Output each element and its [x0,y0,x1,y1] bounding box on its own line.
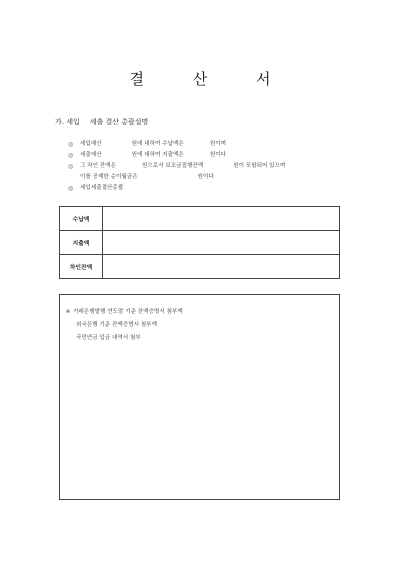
bullet-text-a: 세입세출결산총괄 [80,185,124,191]
row-label-expenditure: 지출액 [60,231,103,255]
note-text: 거래은행발행 연도말 기준 잔액증명서 첨부액 [73,309,183,315]
note-star-icon: ※ [65,309,71,315]
bullet-text-c: 원이 포함되어 있으며 [233,163,286,169]
table-row [60,231,340,255]
row-value-received[interactable] [103,207,340,231]
bullet-icon: ◎ [68,141,74,148]
bullet-continuation [68,172,358,183]
bullet-text-b: 원에 대하여 지출액은 [131,152,184,158]
row-value-expenditure[interactable] [103,231,340,255]
bullet-item [68,139,358,150]
bullet-text-c: 원이며 [209,141,227,147]
table-row [60,207,340,231]
note-line [63,332,339,345]
row-value-balance[interactable] [103,255,340,279]
bullet-text-a: 그 차인 잔액은 [80,163,116,169]
bullet-text-a: 이를 공제한 순이월금은 [80,174,138,180]
bullet-item [68,183,358,194]
section-subheading: 세출 결산 총괄설명 [89,118,149,126]
bullet-item [68,161,358,172]
bullet-item [68,150,358,161]
bullet-icon: ◎ [68,163,74,170]
summary-table [59,206,340,279]
bullet-icon: ◎ [68,185,74,192]
bullet-text-c: 원이다 [209,152,227,158]
bullet-text-b: 원에 대하여 수납액은 [131,141,184,147]
section-heading-label: 가. 세입 [55,118,80,126]
note-text: 외국은행 기준 잔액증명서 첨부액 [76,322,157,328]
row-label-balance: 차인잔액 [60,255,103,279]
bullet-text-a: 세출예산 [80,152,102,158]
note-line [63,319,339,332]
bullet-text-b: 원으로서 보조금집행잔액 [141,163,204,169]
note-text: 국민연금 입금 내역서 첨부 [76,335,141,341]
document-title: 결 산 서 [129,70,293,88]
note-line [63,306,339,319]
bullet-icon: ◎ [68,152,74,159]
row-label-received: 수납액 [60,207,103,231]
summary-bullets [68,139,358,194]
bullet-text-b: 원이다 [197,174,214,180]
section-heading [55,117,148,127]
notes-box [59,294,340,500]
bullet-text-a: 세입예산 [80,141,102,147]
table-row [60,255,340,279]
